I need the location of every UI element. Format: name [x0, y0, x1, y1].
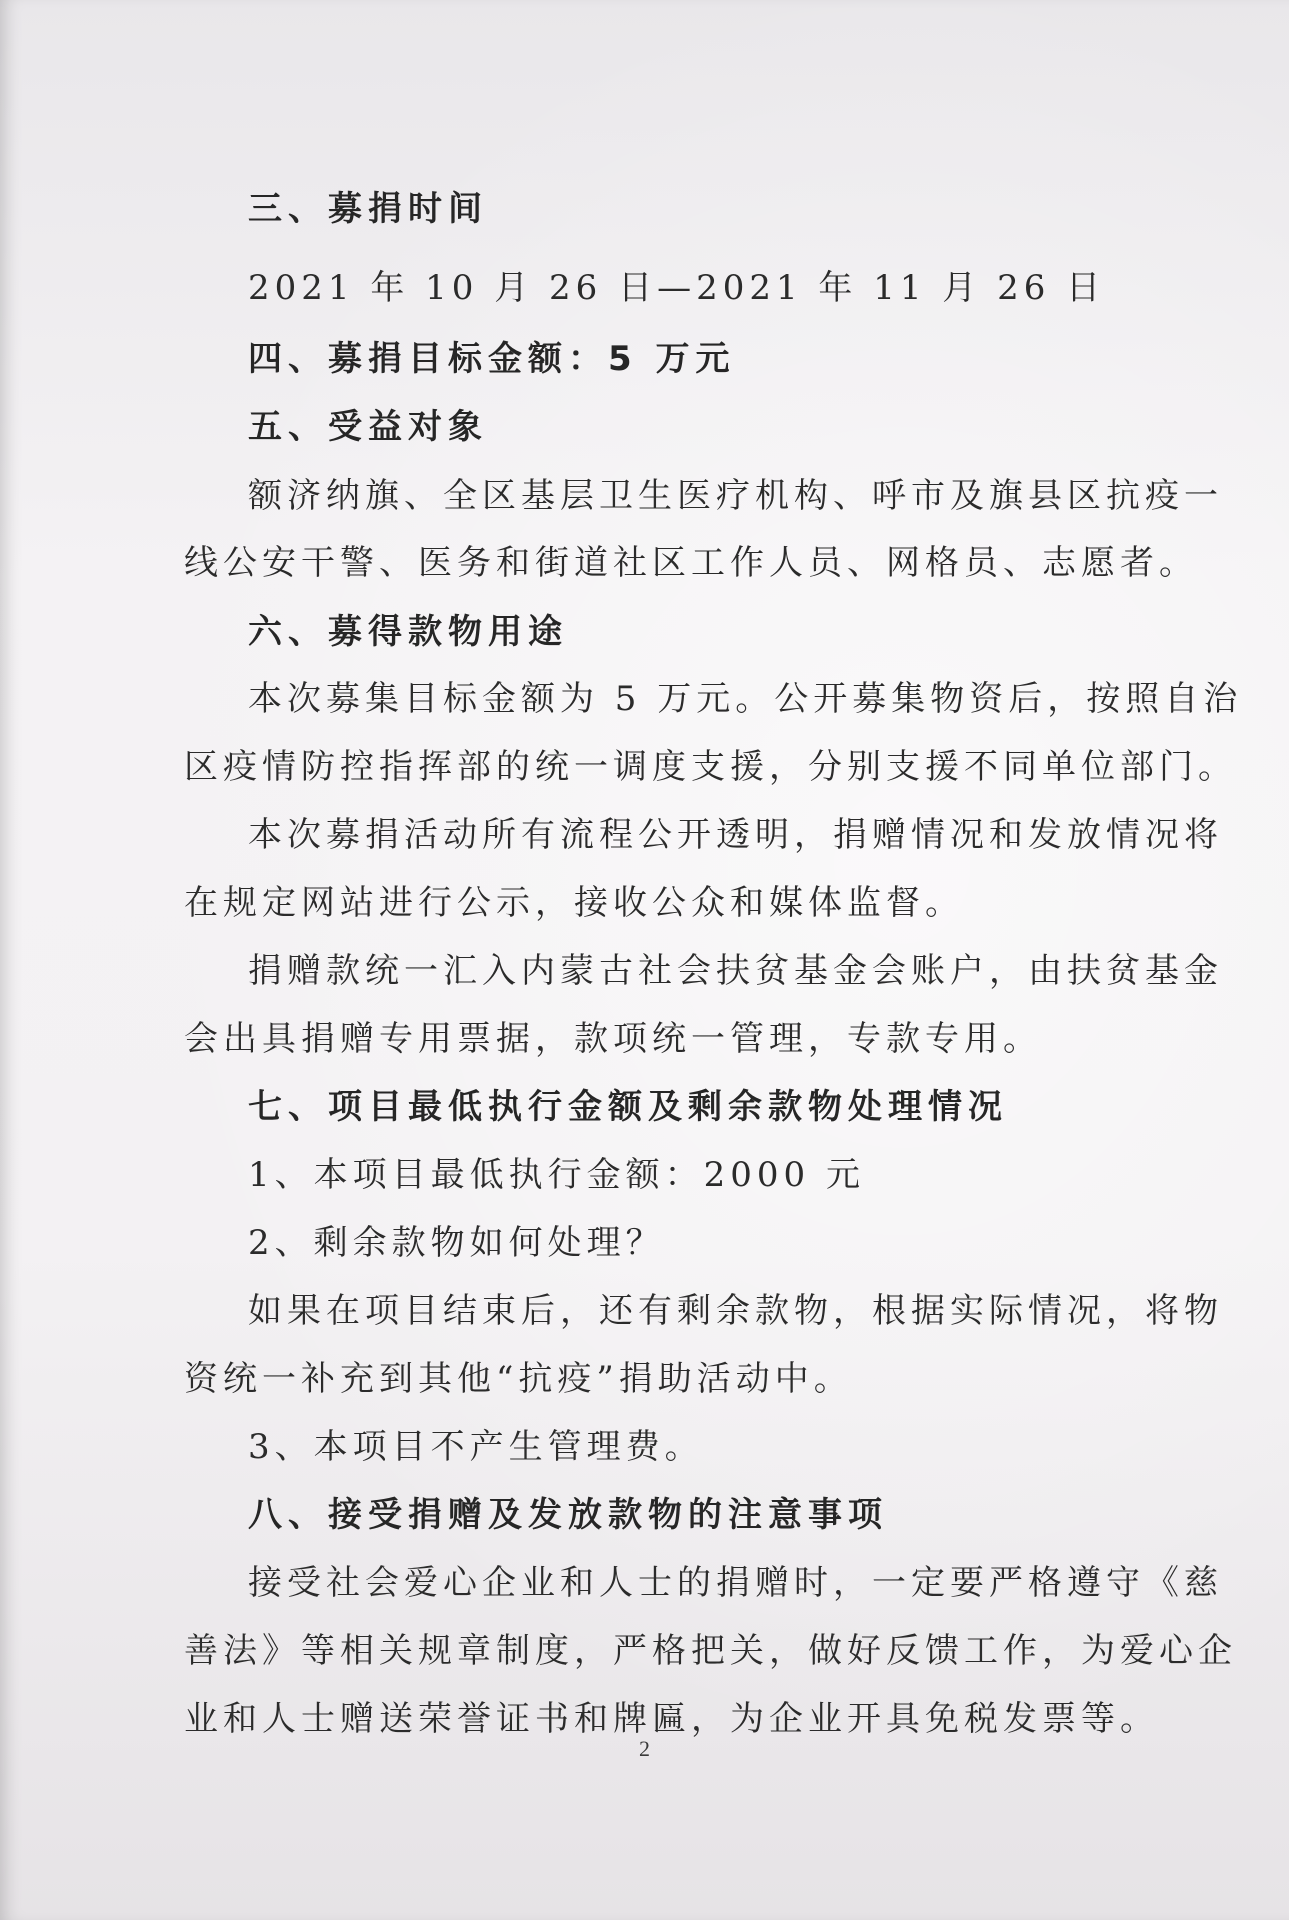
section-heading-minimum-execution: 七、项目最低执行金额及剩余款物处理情况: [248, 1087, 1008, 1127]
beneficiaries-text-line: 额济纳旗、全区基层卫生医疗机构、呼市及旗县区抗疫一: [248, 476, 1223, 516]
page-number: 2: [639, 1736, 650, 1761]
section-heading-fund-usage: 六、募得款物用途: [248, 612, 568, 652]
minimum-amount-item: 1、本项目最低执行金额：2000 元: [248, 1155, 865, 1195]
precautions-paragraph-line: 业和人士赠送荣誉证书和牌匾，为企业开具免税发票等。: [184, 1699, 1159, 1739]
section-heading-donation-period: 三、募捐时间: [248, 189, 488, 229]
account-paragraph-line: 会出具捐赠专用票据，款项统一管理，专款专用。: [184, 1019, 1042, 1059]
transparency-paragraph-line: 本次募捐活动所有流程公开透明，捐赠情况和发放情况将: [248, 815, 1223, 855]
donation-period-dates: 2021 年 10 月 26 日—2021 年 11 月 26 日: [248, 268, 1106, 308]
section-heading-target-amount: 四、募捐目标金额：5 万元: [248, 339, 736, 379]
remaining-items-answer-line: 资统一补充到其他“抗疫”捐助活动中。: [184, 1359, 853, 1399]
remaining-items-question: 2、剩余款物如何处理？: [248, 1223, 665, 1263]
section-heading-beneficiaries: 五、受益对象: [248, 407, 488, 447]
section-heading-precautions: 八、接受捐赠及发放款物的注意事项: [248, 1495, 888, 1535]
precautions-paragraph-line: 接受社会爱心企业和人士的捐赠时，一定要严格遵守《慈: [248, 1563, 1223, 1603]
fund-usage-paragraph-line: 本次募集目标金额为 5 万元。公开募集物资后，按照自治: [248, 679, 1243, 719]
account-paragraph-line: 捐赠款统一汇入内蒙古社会扶贫基金会账户，由扶贫基金: [248, 951, 1223, 991]
remaining-items-answer-line: 如果在项目结束后，还有剩余款物，根据实际情况，将物: [248, 1291, 1223, 1331]
fund-usage-paragraph-line: 区疫情防控指挥部的统一调度支援，分别支援不同单位部门。: [184, 747, 1237, 787]
transparency-paragraph-line: 在规定网站进行公示，接收公众和媒体监督。: [184, 883, 964, 923]
precautions-paragraph-line: 善法》等相关规章制度，严格把关，做好反馈工作，为爱心企: [184, 1631, 1237, 1671]
beneficiaries-text-line: 线公安干警、医务和街道社区工作人员、网格员、志愿者。: [184, 543, 1198, 583]
management-fee-item: 3、本项目不产生管理费。: [248, 1427, 704, 1467]
